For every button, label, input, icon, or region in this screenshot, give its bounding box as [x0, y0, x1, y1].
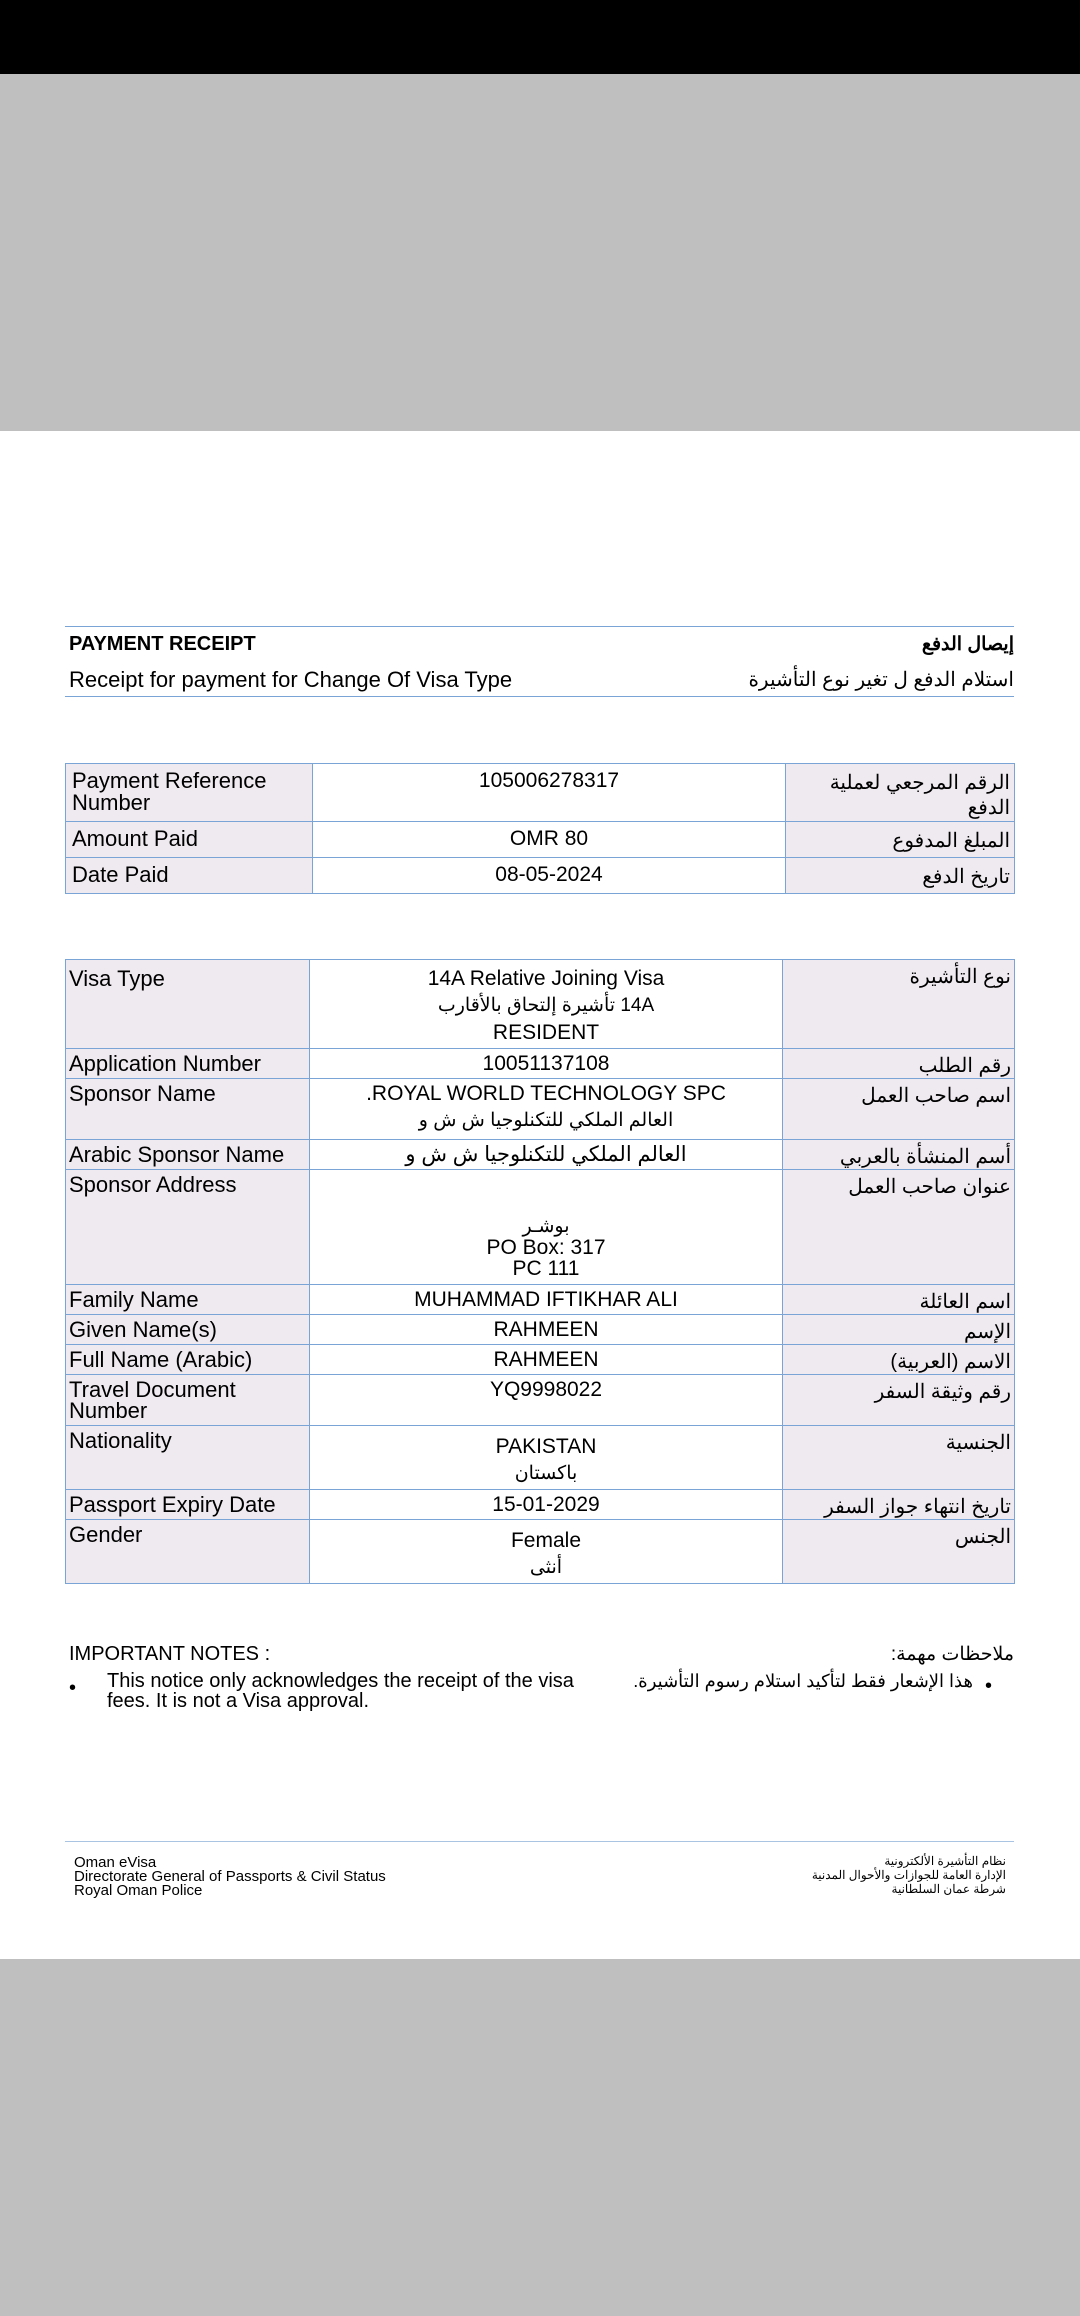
passport-expiry-label-arabic: تاريخ انتهاء جواز السفر — [783, 1490, 1015, 1520]
table-row — [66, 1140, 1015, 1170]
nationality-arabic: باكستان — [514, 1463, 578, 1484]
table-row — [66, 1490, 1015, 1520]
sponsor-address-label: Sponsor Address — [66, 1170, 310, 1285]
footer-directorate-arabic: الإدارة العامة للجوازات والأحوال المدنية — [811, 1868, 1006, 1882]
sponsor-address-label-arabic: عنوان صاحب العمل — [783, 1170, 1015, 1285]
table-row — [66, 1079, 1015, 1140]
full-name-arabic-label: Full Name (Arabic) — [66, 1345, 310, 1375]
date-paid-value: 08-05-2024 — [313, 858, 786, 894]
table-row — [66, 1170, 1015, 1285]
footer-police-arabic: شرطة عمان السلطانية — [891, 1882, 1006, 1896]
visa-type-label: Visa Type — [66, 960, 310, 1049]
table-row — [66, 1049, 1015, 1079]
visa-type-value — [310, 960, 783, 1049]
header-bottom-rule — [65, 696, 1014, 697]
sponsor-address-area: بوشـر — [522, 1216, 570, 1237]
gender-value — [310, 1520, 783, 1584]
passport-expiry-label: Passport Expiry Date — [66, 1490, 310, 1520]
sponsor-address-value — [310, 1170, 783, 1285]
family-name-label-arabic: اسم العائلة — [783, 1285, 1015, 1315]
note-text-arabic: هذا الإشعار فقط لتأكيد استلام رسوم التأشيرة. — [633, 1671, 973, 1691]
visa-category: RESIDENT — [492, 1021, 600, 1044]
sponsor-name-english: .ROYAL WORLD TECHNOLOGY SPC — [366, 1082, 726, 1105]
payment-reference-label: Payment Reference Number — [66, 764, 313, 822]
family-name-label: Family Name — [66, 1285, 310, 1315]
header-top-rule — [65, 626, 1014, 627]
amount-paid-label: Amount Paid — [66, 822, 313, 858]
payment-reference-value: 105006278317 — [313, 764, 786, 822]
gender-label: Gender — [66, 1520, 310, 1584]
table-row — [66, 1315, 1015, 1345]
arabic-sponsor-name-label: Arabic Sponsor Name — [66, 1140, 310, 1170]
payment-table — [65, 763, 1015, 894]
table-row — [66, 1285, 1015, 1315]
footer-directorate: Directorate General of Passports & Civil Status — [74, 1868, 386, 1885]
family-name-value: MUHAMMAD IFTIKHAR ALI — [310, 1285, 783, 1315]
table-row — [66, 822, 1015, 858]
sponsor-name-arabic: العالم الملكي للتكنلوجيا ش ش و — [418, 1110, 674, 1131]
sponsor-address-postal-code: PC 111 — [512, 1257, 580, 1280]
sponsor-name-label: Sponsor Name — [66, 1079, 310, 1140]
nationality-value — [310, 1426, 783, 1490]
visa-type-label-arabic: نوع التأشيرة — [783, 960, 1015, 1049]
arabic-sponsor-name-value: العالم الملكي للتكنلوجيا ش ش و — [310, 1140, 783, 1170]
note-bullet-arabic: • — [984, 1675, 992, 1697]
footer-evisa: Oman eVisa — [74, 1854, 157, 1871]
given-names-label-arabic: الإسم — [783, 1315, 1015, 1345]
table-row — [66, 1426, 1015, 1490]
receipt-page — [0, 431, 1080, 1959]
application-number-label: Application Number — [66, 1049, 310, 1079]
visa-type-english: 14A Relative Joining Visa — [427, 967, 665, 990]
footer-rule — [65, 1841, 1014, 1842]
nationality-label: Nationality — [66, 1426, 310, 1490]
receipt-subtitle-arabic: استلام الدفع ل تغير نوع التأشيرة — [748, 669, 1014, 691]
arabic-sponsor-name-label-arabic: أسم المنشأة بالعربي — [783, 1140, 1015, 1170]
note-text: This notice only acknowledges the receipt of the visa fees. It is not a Visa approval. — [107, 1670, 574, 1712]
receipt-subtitle: Receipt for payment for Change Of Visa Type — [69, 667, 513, 692]
table-row — [66, 1520, 1015, 1584]
sponsor-address-po-box: PO Box: 317 — [486, 1236, 606, 1259]
amount-paid-label-arabic: المبلغ المدفوع — [786, 822, 1015, 858]
visa-type-arabic: 14A تأشيرة إلتحاق بالأقارب — [437, 995, 655, 1016]
important-notes-title: IMPORTANT NOTES : — [69, 1643, 271, 1665]
passport-expiry-value: 15-01-2029 — [310, 1490, 783, 1520]
note-bullet: • — [69, 1677, 77, 1699]
travel-document-label-arabic: رقم وثيقة السفر — [783, 1375, 1015, 1426]
date-paid-label: Date Paid — [66, 858, 313, 894]
table-row — [66, 858, 1015, 894]
table-row — [66, 960, 1015, 1049]
status-bar — [0, 0, 1080, 74]
full-name-arabic-label-arabic: الاسم (العربية) — [783, 1345, 1015, 1375]
table-row — [66, 1345, 1015, 1375]
travel-document-label: Travel Document Number — [66, 1375, 310, 1426]
gender-english: Female — [510, 1529, 582, 1552]
given-names-label: Given Name(s) — [66, 1315, 310, 1345]
sponsor-name-label-arabic: اسم صاحب العمل — [783, 1079, 1015, 1140]
travel-document-value: YQ9998022 — [310, 1375, 783, 1426]
nationality-label-arabic: الجنسية — [783, 1426, 1015, 1490]
date-paid-label-arabic: تاريخ الدفع — [786, 858, 1015, 894]
footer-evisa-arabic: نظام التأشيرة الألكترونية — [884, 1854, 1006, 1868]
full-name-arabic-value: RAHMEEN — [310, 1345, 783, 1375]
table-row — [66, 764, 1015, 822]
application-number-label-arabic: رقم الطلب — [783, 1049, 1015, 1079]
application-number-value: 10051137108 — [310, 1049, 783, 1079]
visa-details-table — [65, 959, 1015, 1584]
table-row — [66, 1375, 1015, 1426]
footer-police: Royal Oman Police — [74, 1882, 203, 1899]
receipt-title-arabic: إيصال الدفع — [921, 634, 1014, 655]
amount-paid-value: OMR 80 — [313, 822, 786, 858]
gender-label-arabic: الجنس — [783, 1520, 1015, 1584]
nationality-english: PAKISTAN — [495, 1435, 597, 1458]
given-names-value: RAHMEEN — [310, 1315, 783, 1345]
receipt-title: PAYMENT RECEIPT — [69, 633, 256, 655]
important-notes-title-arabic: ملاحظات مهمة: — [890, 1644, 1014, 1665]
gender-arabic: أنثى — [529, 1557, 563, 1578]
sponsor-name-value — [310, 1079, 783, 1140]
payment-reference-label-arabic: الرقم المرجعي لعملية الدفع — [786, 764, 1015, 822]
